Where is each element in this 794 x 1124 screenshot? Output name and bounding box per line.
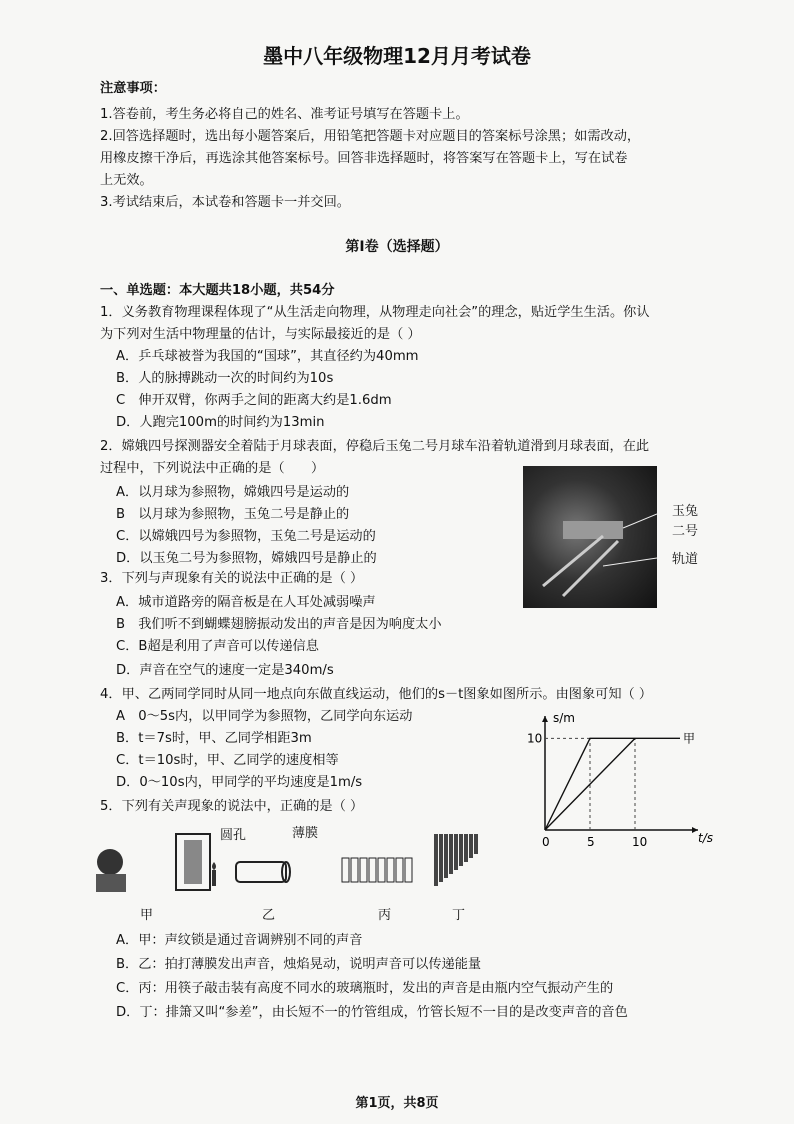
option-a: A 0～5s内，以甲同学为参照物，乙同学向东运动 <box>116 709 413 724</box>
y-tick-label: 10 <box>527 731 543 746</box>
question-stem: 5．下列有关声现象的说法中，正确的是（ ） <box>100 799 364 814</box>
pointer-line <box>623 514 657 528</box>
option-a: A．甲：声纹锁是通过音调辨别不同的声音 <box>116 933 363 948</box>
figure-label-hole: 圆孔 <box>220 828 247 843</box>
rover-track <box>563 541 618 596</box>
question-stem: 4．甲、乙两同学同时从同一地点向东做直线运动，他们的s－t图象如图所示。由图象可知（ ） <box>100 687 653 702</box>
question-stem: 过程中，下列说法中正确的是（ ） <box>100 461 325 476</box>
candle-icon <box>212 870 216 886</box>
question-stem: 3．下列与声现象有关的说法中正确的是（ ） <box>100 571 364 586</box>
person-body-icon <box>96 874 126 892</box>
figure-label-membrane: 薄膜 <box>292 826 319 841</box>
option-a: A．以月球为参照物，嫦娥四号是运动的 <box>116 485 350 500</box>
bottle-icon <box>360 858 367 882</box>
x-tick-label: 10 <box>632 835 648 849</box>
figure-label-track: 轨道 <box>672 552 699 567</box>
figure-label-yutu: 玉兔 <box>672 504 699 519</box>
option-c: C 伸开双臂，你两手之间的距离大约是1.6dm <box>116 393 392 408</box>
option-d: D．0～10s内，甲同学的平均速度是1m/s <box>116 775 363 790</box>
notice-line: 2.回答选择题时，选出每小题答案后，用铅笔把答题卡对应题目的答案标号涂黑；如需改动， <box>100 129 641 144</box>
y-axis-label: s/m <box>553 711 575 725</box>
bottle-icon <box>378 858 385 882</box>
notice-line: 3.考试结束后，本试卷和答题卡一并交回。 <box>100 195 350 210</box>
option-b: B．乙：拍打薄膜发出声音，烛焰晃动，说明声音可以传递能量 <box>116 957 482 972</box>
bottle-icon <box>351 858 358 882</box>
bottles-group <box>342 858 412 882</box>
option-a: A．城市道路旁的隔音板是在人耳处减弱噪声 <box>116 595 376 610</box>
flute-pipe-icon <box>439 834 443 882</box>
option-b: B．人的脉搏跳动一次的时间约为10s <box>116 371 334 386</box>
lunar-rover-photo <box>523 466 657 608</box>
rover-track <box>543 536 603 586</box>
flute-pipe-icon <box>469 834 473 858</box>
option-d: D．声音在空气的速度一定是340m/s <box>116 663 334 678</box>
part-heading: 一、单选题：本大题共18小题，共54分 <box>100 283 335 298</box>
bottle-icon <box>396 858 403 882</box>
question-stem: 2．嫦娥四号探测器安全着陆于月球表面，停稳后玉兔二号月球车沿着轨道滑到月球表面，在此 <box>100 439 650 454</box>
voice-lock-icon <box>184 840 202 884</box>
option-d: D．人跑完100m的时间约为13min <box>116 415 325 430</box>
page-title: 墨中八年级物理12月月考试卷 <box>263 44 531 68</box>
sound-figures <box>88 826 628 896</box>
flute-pipe-icon <box>464 834 468 862</box>
tube-icon <box>236 862 286 882</box>
option-b: B 以月球为参照物，玉兔二号是静止的 <box>116 507 350 522</box>
person-head-icon <box>97 849 123 875</box>
sound-figures-drawing <box>88 826 628 896</box>
series-label: 甲 <box>683 731 696 746</box>
bottle-icon <box>405 858 412 882</box>
figure-label-bing: 丙 <box>378 908 392 923</box>
option-c: C．丙：用筷子敲击装有高度不同水的玻璃瓶时，发出的声音是由瓶内空气振动产生的 <box>116 981 614 996</box>
x-tick-label: 0 <box>542 835 550 849</box>
notice-line: 用橡皮擦干净后，再选涂其他答案标号。回答非选择题时，将答案写在答题卡上，写在试卷 <box>100 151 628 166</box>
option-b: B 我们听不到蝴蝶翅膀振动发出的声音是因为响度太小 <box>116 617 442 632</box>
flame-icon <box>212 862 216 870</box>
notice-line: 上无效。 <box>100 173 153 188</box>
rover-body <box>563 521 623 539</box>
option-d: D．丁：排箫又叫“参差”，由长短不一的竹管组成，竹管长短不一目的是改变声音的音色 <box>116 1005 628 1020</box>
bottle-icon <box>369 858 376 882</box>
figure-label-ding: 丁 <box>452 908 466 923</box>
pan-flute-icon <box>434 834 478 886</box>
flute-pipe-icon <box>444 834 448 878</box>
bottle-icon <box>342 858 349 882</box>
pointer-line <box>603 558 657 566</box>
figure-label-yutu: 二号 <box>672 524 699 539</box>
question-stem: 为下列对生活中物理量的估计，与实际最接近的是（ ） <box>100 327 421 342</box>
notice-line: 1.答卷前，考生务必将自己的姓名、准考证号填写在答题卡上。 <box>100 107 469 122</box>
flute-pipe-icon <box>459 834 463 866</box>
section-title: 第Ⅰ卷（选择题） <box>345 239 449 255</box>
option-b: B．t＝7s时，甲、乙同学相距3m <box>116 731 312 746</box>
flute-pipe-icon <box>454 834 458 870</box>
x-axis-label: t/s <box>698 831 713 845</box>
option-c: C．以嫦娥四号为参照物，玉兔二号是运动的 <box>116 529 376 544</box>
option-c: C．t＝10s时，甲、乙同学的速度相等 <box>116 753 339 768</box>
series-line-0 <box>545 738 680 830</box>
x-tick-label: 5 <box>587 835 595 849</box>
option-d: D．以玉兔二号为参照物，嫦娥四号是静止的 <box>116 551 377 566</box>
option-c: C．B超是利用了声音可以传递信息 <box>116 639 319 654</box>
flute-pipe-icon <box>434 834 438 886</box>
flute-pipe-icon <box>449 834 453 874</box>
option-a: A．乒乓球被誉为我国的“国球”，其直径约为40mm <box>116 349 419 364</box>
flute-pipe-icon <box>474 834 478 854</box>
notice-heading: 注意事项： <box>100 81 166 96</box>
page-footer: 第1页，共8页 <box>355 1096 439 1111</box>
lunar-rover-drawing <box>523 466 657 608</box>
question-stem: 1．义务教育物理课程体现了“从生活走向物理，从物理走向社会”的理念，贴近学生生活。你认 <box>100 305 650 320</box>
figure-label-jia: 甲 <box>140 908 154 923</box>
figure-label-yi: 乙 <box>262 908 276 923</box>
y-axis-arrow-icon <box>542 716 548 722</box>
bottle-icon <box>387 858 394 882</box>
